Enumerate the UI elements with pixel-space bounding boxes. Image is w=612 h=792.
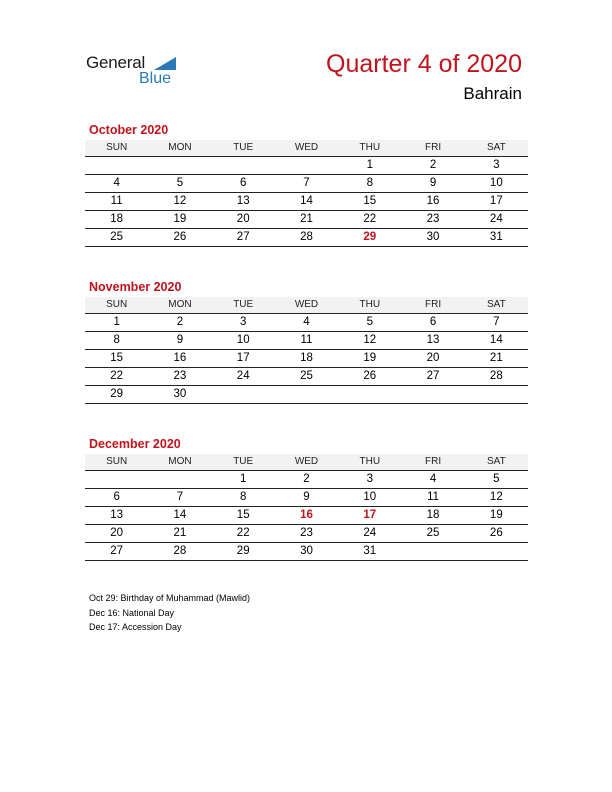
weekday-label: MON <box>168 142 192 153</box>
week-row <box>85 314 528 332</box>
weekday-label: WED <box>294 456 319 467</box>
weekday-label: SUN <box>106 299 128 310</box>
day-cell: 28 <box>300 231 313 243</box>
day-cell: 7 <box>303 177 310 189</box>
logo-general-text: General <box>86 53 146 72</box>
day-cell: 6 <box>113 491 120 503</box>
day-cell: 2 <box>429 159 437 171</box>
weekday-label: SUN <box>106 142 128 153</box>
day-cell: 27 <box>110 545 124 557</box>
weekday-label: SUN <box>106 456 128 467</box>
weekday-label: THU <box>359 142 381 153</box>
day-cell: 10 <box>363 491 377 503</box>
empty-day-cell <box>401 543 464 560</box>
weekday-header <box>85 297 528 314</box>
empty-day-cell <box>85 471 148 488</box>
day-cell: 3 <box>366 473 373 485</box>
week-row <box>85 211 528 229</box>
day-cell: 18 <box>426 509 440 521</box>
day-cell: 11 <box>300 334 313 346</box>
weekday-label: SAT <box>486 299 506 310</box>
day-cell: 31 <box>363 545 377 557</box>
empty-day-cell <box>148 471 211 488</box>
week-row <box>85 193 528 211</box>
day-cell: 18 <box>300 352 313 364</box>
empty-day-cell <box>212 386 275 403</box>
day-cell: 12 <box>173 195 187 207</box>
day-cell: 6 <box>429 316 437 328</box>
empty-day-cell <box>401 386 464 403</box>
week-row <box>85 471 528 489</box>
day-cell: 4 <box>429 473 437 485</box>
day-cell: 7 <box>493 316 500 328</box>
day-cell: 14 <box>173 509 187 521</box>
day-cell: 5 <box>493 473 500 485</box>
day-cell: 28 <box>489 370 503 382</box>
empty-day-cell <box>465 543 528 560</box>
empty-day-cell <box>212 157 275 174</box>
day-cell: 19 <box>363 352 377 364</box>
weekday-label: TUE <box>233 142 254 153</box>
day-cell: 28 <box>173 545 187 557</box>
week-row <box>85 350 528 368</box>
day-cell: 8 <box>113 334 120 346</box>
holiday-day-cell: 29 <box>363 231 377 243</box>
day-cell: 16 <box>173 352 187 364</box>
month-november <box>85 279 528 404</box>
weekday-label: THU <box>359 299 381 310</box>
day-cell: 1 <box>366 159 373 171</box>
day-cell: 3 <box>493 159 500 171</box>
weekday-label: MON <box>168 299 192 310</box>
day-cell: 14 <box>300 195 313 207</box>
day-cell: 26 <box>363 370 377 382</box>
day-cell: 24 <box>363 527 377 539</box>
day-cell: 20 <box>110 527 124 539</box>
weekday-header <box>85 454 528 471</box>
day-cell: 25 <box>426 527 440 539</box>
day-cell: 25 <box>110 231 124 243</box>
empty-day-cell <box>85 157 148 174</box>
day-cell: 9 <box>303 491 310 503</box>
day-cell: 23 <box>426 213 440 225</box>
empty-day-cell <box>275 157 338 174</box>
day-cell: 15 <box>236 509 250 521</box>
day-cell: 9 <box>429 177 437 189</box>
holiday-day-cell: 17 <box>363 509 377 521</box>
weekday-label: FRI <box>424 456 442 467</box>
day-cell: 26 <box>173 231 187 243</box>
weekday-label: TUE <box>233 299 254 310</box>
day-cell: 21 <box>300 213 313 225</box>
holiday-notes <box>89 591 250 635</box>
day-cell: 8 <box>366 177 373 189</box>
day-cell: 11 <box>110 195 123 207</box>
day-cell: 30 <box>173 388 187 400</box>
day-cell: 2 <box>176 316 184 328</box>
day-cell: 20 <box>236 213 250 225</box>
day-cell: 29 <box>110 388 124 400</box>
day-cell: 30 <box>300 545 313 557</box>
holiday-note: Dec 16: National Day <box>89 607 175 618</box>
day-cell: 29 <box>236 545 250 557</box>
empty-day-cell <box>148 157 211 174</box>
day-cell: 4 <box>303 316 310 328</box>
day-cell: 13 <box>236 195 250 207</box>
week-row <box>85 157 528 175</box>
week-row <box>85 229 528 247</box>
day-cell: 10 <box>236 334 250 346</box>
week-row <box>85 525 528 543</box>
day-cell: 4 <box>113 177 120 189</box>
day-cell: 16 <box>426 195 440 207</box>
day-cell: 20 <box>426 352 440 364</box>
day-cell: 22 <box>110 370 124 382</box>
day-cell: 9 <box>176 334 184 346</box>
holiday-note: Oct 29: Birthday of Muhammad (Mawlid) <box>89 593 251 603</box>
country-name: Bahrain <box>463 84 522 103</box>
week-row <box>85 543 528 561</box>
day-cell: 3 <box>240 316 247 328</box>
day-cell: 30 <box>426 231 440 243</box>
weekday-label: FRI <box>424 142 442 153</box>
day-cell: 23 <box>173 370 187 382</box>
day-cell: 21 <box>489 352 503 364</box>
weekday-label: SAT <box>486 142 506 153</box>
day-cell: 13 <box>426 334 440 346</box>
day-cell: 11 <box>427 491 440 503</box>
month-title: December 2020 <box>89 437 181 451</box>
logo-triangle-icon <box>154 57 176 70</box>
day-cell: 5 <box>366 316 373 328</box>
day-cell: 19 <box>173 213 187 225</box>
day-cell: 22 <box>363 213 377 225</box>
day-cell: 21 <box>173 527 187 539</box>
day-cell: 14 <box>489 334 503 346</box>
weekday-label: SAT <box>486 456 506 467</box>
week-row <box>85 489 528 507</box>
day-cell: 24 <box>489 213 503 225</box>
week-row <box>85 332 528 350</box>
weekday-label: TUE <box>233 456 254 467</box>
day-cell: 12 <box>363 334 377 346</box>
day-cell: 19 <box>489 509 503 521</box>
day-cell: 18 <box>110 213 124 225</box>
day-cell: 24 <box>236 370 250 382</box>
weekday-header <box>85 140 528 157</box>
day-cell: 1 <box>113 316 120 328</box>
holiday-note: Dec 17: Accession Day <box>89 622 182 632</box>
empty-day-cell <box>275 386 338 403</box>
month-december <box>85 436 528 561</box>
day-cell: 12 <box>489 491 503 503</box>
page-title: Quarter 4 of 2020 <box>326 50 522 78</box>
day-cell: 15 <box>110 352 124 364</box>
day-cell: 6 <box>240 177 247 189</box>
day-cell: 7 <box>176 491 184 503</box>
day-cell: 25 <box>300 370 313 382</box>
weekday-label: THU <box>359 456 381 467</box>
empty-day-cell <box>465 386 528 403</box>
day-cell: 5 <box>176 177 184 189</box>
month-october <box>85 122 528 247</box>
day-cell: 27 <box>426 370 440 382</box>
logo <box>86 53 186 89</box>
day-cell: 27 <box>236 231 250 243</box>
weekday-label: MON <box>168 456 192 467</box>
month-title: November 2020 <box>89 280 182 294</box>
day-cell: 23 <box>300 527 313 539</box>
week-row <box>85 386 528 404</box>
day-cell: 26 <box>489 527 503 539</box>
day-cell: 15 <box>363 195 377 207</box>
day-cell: 8 <box>240 491 247 503</box>
day-cell: 10 <box>489 177 503 189</box>
weekday-label: WED <box>294 299 319 310</box>
logo-blue-text: Blue <box>139 70 172 87</box>
day-cell: 1 <box>240 473 247 485</box>
weekday-label: FRI <box>424 299 442 310</box>
week-row <box>85 507 528 525</box>
day-cell: 31 <box>489 231 503 243</box>
day-cell: 17 <box>489 195 503 207</box>
day-cell: 2 <box>303 473 310 485</box>
day-cell: 17 <box>236 352 250 364</box>
week-row <box>85 175 528 193</box>
day-cell: 13 <box>110 509 124 521</box>
month-title: October 2020 <box>89 123 169 137</box>
holiday-day-cell: 16 <box>300 509 313 521</box>
week-row <box>85 368 528 386</box>
weekday-label: WED <box>294 142 319 153</box>
empty-day-cell <box>338 386 401 403</box>
day-cell: 22 <box>236 527 250 539</box>
